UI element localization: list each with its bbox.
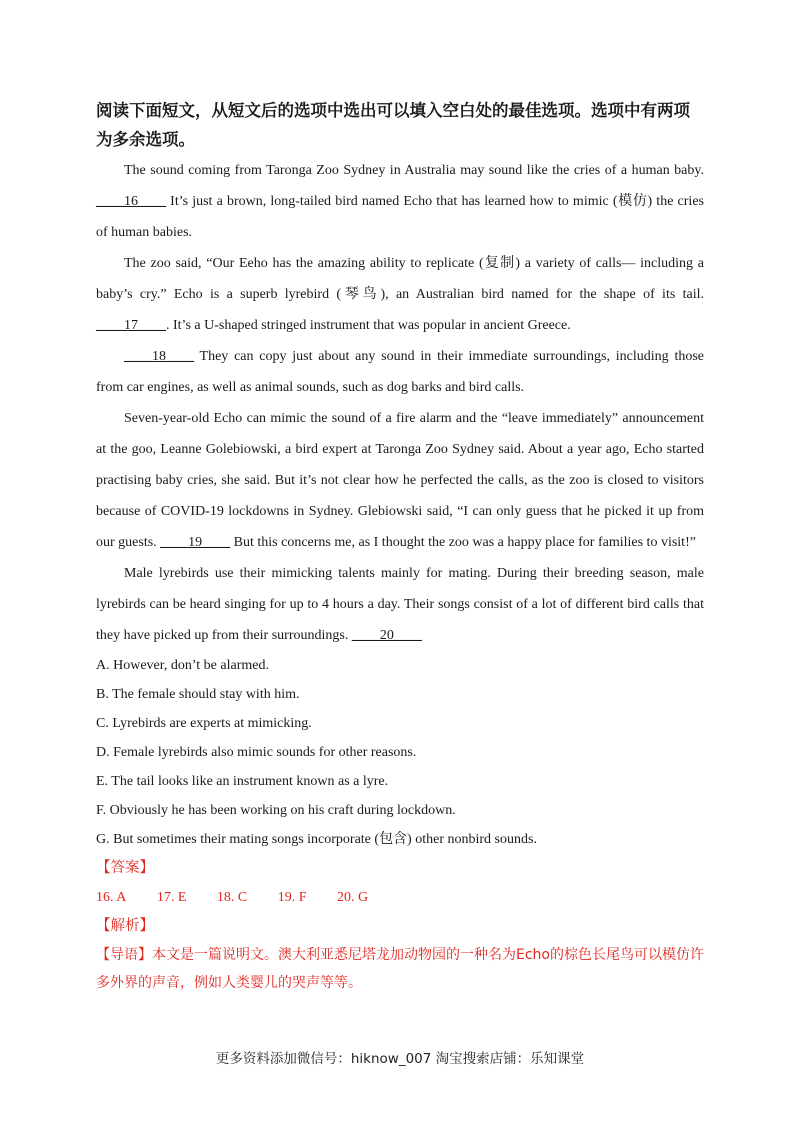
blank-18: ____18____ bbox=[124, 349, 194, 364]
option-g: G. But sometimes their mating songs incorporate (包含) other nonbird sounds. bbox=[96, 832, 537, 847]
p4-text-b: But this concerns me, as I thought the zoo was a happy place for families to visit!” bbox=[230, 535, 696, 550]
answer-18: 18. C bbox=[216, 890, 248, 905]
p3-text: They can copy just about any sound in their immediate surroundings, including those from car engines, as well as animal sounds, such as dog barks and bird calls. bbox=[96, 349, 704, 395]
p1-text-b: It’s just a brown, long-tailed bird named Echo that has learned how to mimic (模仿) the cries of human babies. bbox=[96, 194, 704, 240]
p5-text: Male lyrebirds use their mimicking talents mainly for mating. During their breeding season, male lyrebirds can be heard singing for up to 4 hours a day. Their songs consist of a lot of different bird calls that they have picked up from their surroundings. bbox=[96, 566, 704, 643]
answer-20: 20. G bbox=[337, 890, 369, 905]
p1-text-a: The sound coming from Taronga Zoo Sydney in Australia may sound like the cries of a human baby. bbox=[124, 163, 704, 178]
answer-19: 19. F bbox=[277, 890, 307, 905]
analysis-heading: 【解析】 bbox=[96, 918, 154, 934]
p2-text-a: The zoo said, “Our Eeho has the amazing ability to replicate (复制) a variety of calls— including a baby’s cry.” Echo is a superb lyrebird (琴鸟), an Australian bird named for the shape of its tail. bbox=[96, 256, 704, 302]
paragraph-3 bbox=[96, 341, 704, 403]
option-c: C. Lyrebirds are experts at mimicking. bbox=[96, 716, 312, 731]
blank-20: ____20____ bbox=[351, 628, 422, 643]
option-d: D. Female lyrebirds also mimic sounds for other reasons. bbox=[96, 745, 417, 760]
answer-key bbox=[96, 883, 704, 912]
option-a: A. However, don’t be alarmed. bbox=[96, 658, 269, 673]
blank-17: ____17____ bbox=[96, 318, 166, 333]
option-f: F. Obviously he has been working on his craft during lockdown. bbox=[96, 803, 456, 818]
p2-text-b: . It’s a U-shaped stringed instrument that was popular in ancient Greece. bbox=[166, 318, 571, 333]
option-e: E. The tail looks like an instrument known as a lyre. bbox=[96, 774, 389, 789]
p4-text-a: Seven-year-old Echo can mimic the sound of a fire alarm and the “leave immediately” announcement at the goo, Leanne Golebiowski, a bird expert at Taronga Zoo Sydney said. About a year ago, Echo started practising baby cries, she said. But it’s not clear how he perfected the calls, as the zoo is closed to visitors because of COVID-19 lockdowns in Sydney. Glebiowski said, “I can only guess that he picked it up from our guests. bbox=[96, 411, 704, 550]
paragraph-2 bbox=[96, 248, 704, 341]
option-b: B. The female should stay with him. bbox=[96, 687, 300, 702]
options-list bbox=[96, 651, 704, 854]
instruction: 阅读下面短文，从短文后的选项中选出可以填入空白处的最佳选项。选项中有两项为多余选项。 bbox=[96, 101, 690, 149]
paragraph-5 bbox=[96, 558, 704, 651]
answer-heading: 【答案】 bbox=[96, 860, 154, 876]
document-page bbox=[96, 96, 704, 997]
blank-16: ____16____ bbox=[96, 194, 166, 209]
answer-16: 16. A bbox=[96, 890, 127, 905]
blank-19: ____19____ bbox=[160, 535, 231, 550]
paragraph-4 bbox=[96, 403, 704, 558]
guide-text: 【导语】本文是一篇说明文。澳大利亚悉尼塔龙加动物园的一种名为Echo的棕色长尾鸟可以模仿许多外界的声音，例如人类婴儿的哭声等等。 bbox=[96, 947, 704, 991]
paragraph-1 bbox=[96, 155, 704, 248]
page-footer: 更多资料添加微信号：hiknow_007 淘宝搜索店铺：乐知课堂 bbox=[215, 1051, 585, 1067]
answer-17: 17. E bbox=[156, 890, 187, 905]
